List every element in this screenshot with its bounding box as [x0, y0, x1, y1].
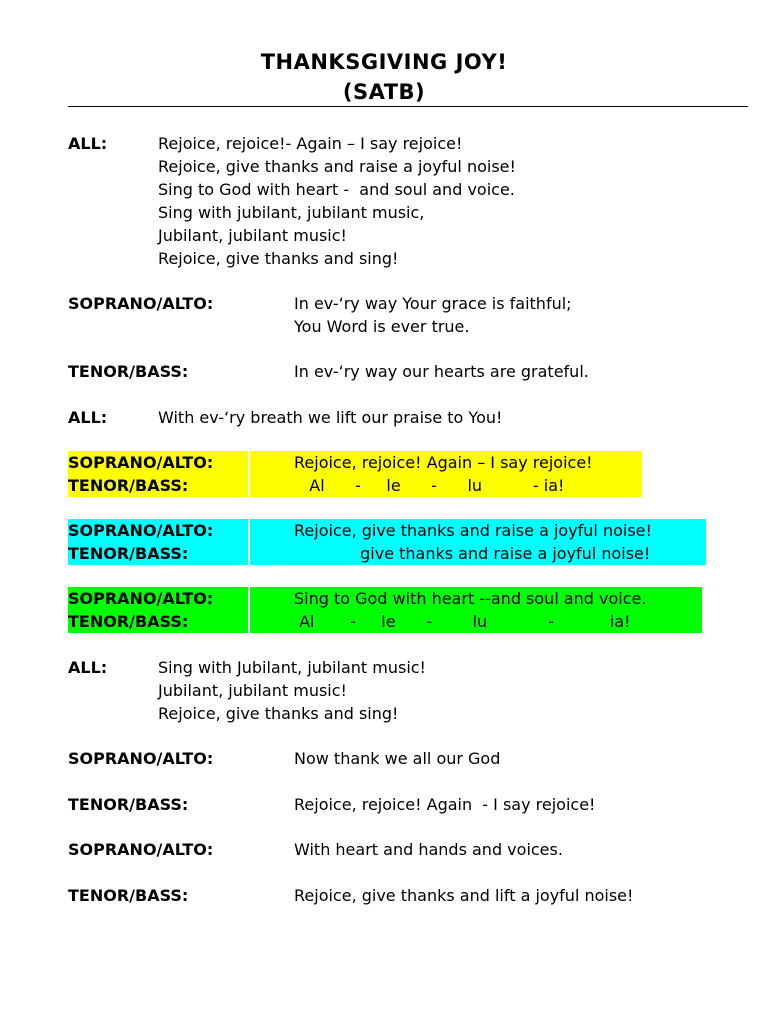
part-label-soprano-alto: SOPRANO/ALTO:	[68, 521, 214, 540]
lyric-line: Rejoice, give thanks and raise a joyful noise!	[158, 157, 516, 176]
lyric-line: Jubilant, jubilant music!	[158, 226, 347, 245]
lyric-line: Rejoice, give thanks and sing!	[158, 704, 399, 723]
lyric-line: With ev-‘ry breath we lift our praise to You!	[158, 408, 503, 427]
part-label-tenor-bass: TENOR/BASS:	[68, 362, 189, 381]
lyric-line: give thanks and raise a joyful noise!	[294, 544, 651, 563]
part-label-all: ALL:	[68, 658, 108, 677]
lyric-line: Sing with jubilant, jubilant music,	[158, 203, 425, 222]
part-label-soprano-alto: SOPRANO/ALTO:	[68, 840, 214, 859]
lyric-line: With heart and hands and voices.	[294, 840, 563, 859]
lyric-line: Rejoice, rejoice! Again - I say rejoice!	[294, 795, 596, 814]
lyric-line: Al - le - lu - ia!	[294, 476, 565, 495]
lyric-line: Rejoice, give thanks and raise a joyful noise!	[294, 521, 652, 540]
part-label-soprano-alto: SOPRANO/ALTO:	[68, 589, 214, 608]
part-label-soprano-alto: SOPRANO/ALTO:	[68, 294, 214, 313]
page-subtitle: (SATB)	[342, 80, 426, 104]
part-label-tenor-bass: TENOR/BASS:	[68, 795, 189, 814]
lyric-line: Now thank we all our God	[294, 749, 501, 768]
part-label-soprano-alto: SOPRANO/ALTO:	[68, 749, 214, 768]
lyric-line: Rejoice, give thanks and sing!	[158, 249, 399, 268]
title-divider	[68, 106, 748, 107]
lyric-line: In ev-‘ry way Your grace is faithful;	[294, 294, 572, 313]
lyric-line: You Word is ever true.	[294, 317, 470, 336]
part-label-tenor-bass: TENOR/BASS:	[68, 544, 189, 563]
lyric-line: Rejoice, rejoice!- Again – I say rejoice!	[158, 134, 463, 153]
part-label-all: ALL:	[68, 134, 108, 153]
part-label-soprano-alto: SOPRANO/ALTO:	[68, 453, 214, 472]
lyric-line: Rejoice, rejoice! Again – I say rejoice!	[294, 453, 593, 472]
lyric-line: Sing to God with heart --and soul and voice.	[294, 589, 647, 608]
lyric-line: Sing with Jubilant, jubilant music!	[158, 658, 426, 677]
lyric-line: In ev-‘ry way our hearts are grateful.	[294, 362, 589, 381]
part-label-tenor-bass: TENOR/BASS:	[68, 612, 189, 631]
lyric-line: Sing to God with heart - and soul and voice.	[158, 180, 515, 199]
part-label-all: ALL:	[68, 408, 108, 427]
lyric-line: Jubilant, jubilant music!	[158, 681, 347, 700]
page-title: THANKSGIVING JOY!	[260, 50, 508, 74]
lyric-line: Rejoice, give thanks and lift a joyful noise!	[294, 886, 634, 905]
part-label-tenor-bass: TENOR/BASS:	[68, 476, 189, 495]
lyric-line: Al - le - lu - ia!	[294, 612, 631, 631]
part-label-tenor-bass: TENOR/BASS:	[68, 886, 189, 905]
